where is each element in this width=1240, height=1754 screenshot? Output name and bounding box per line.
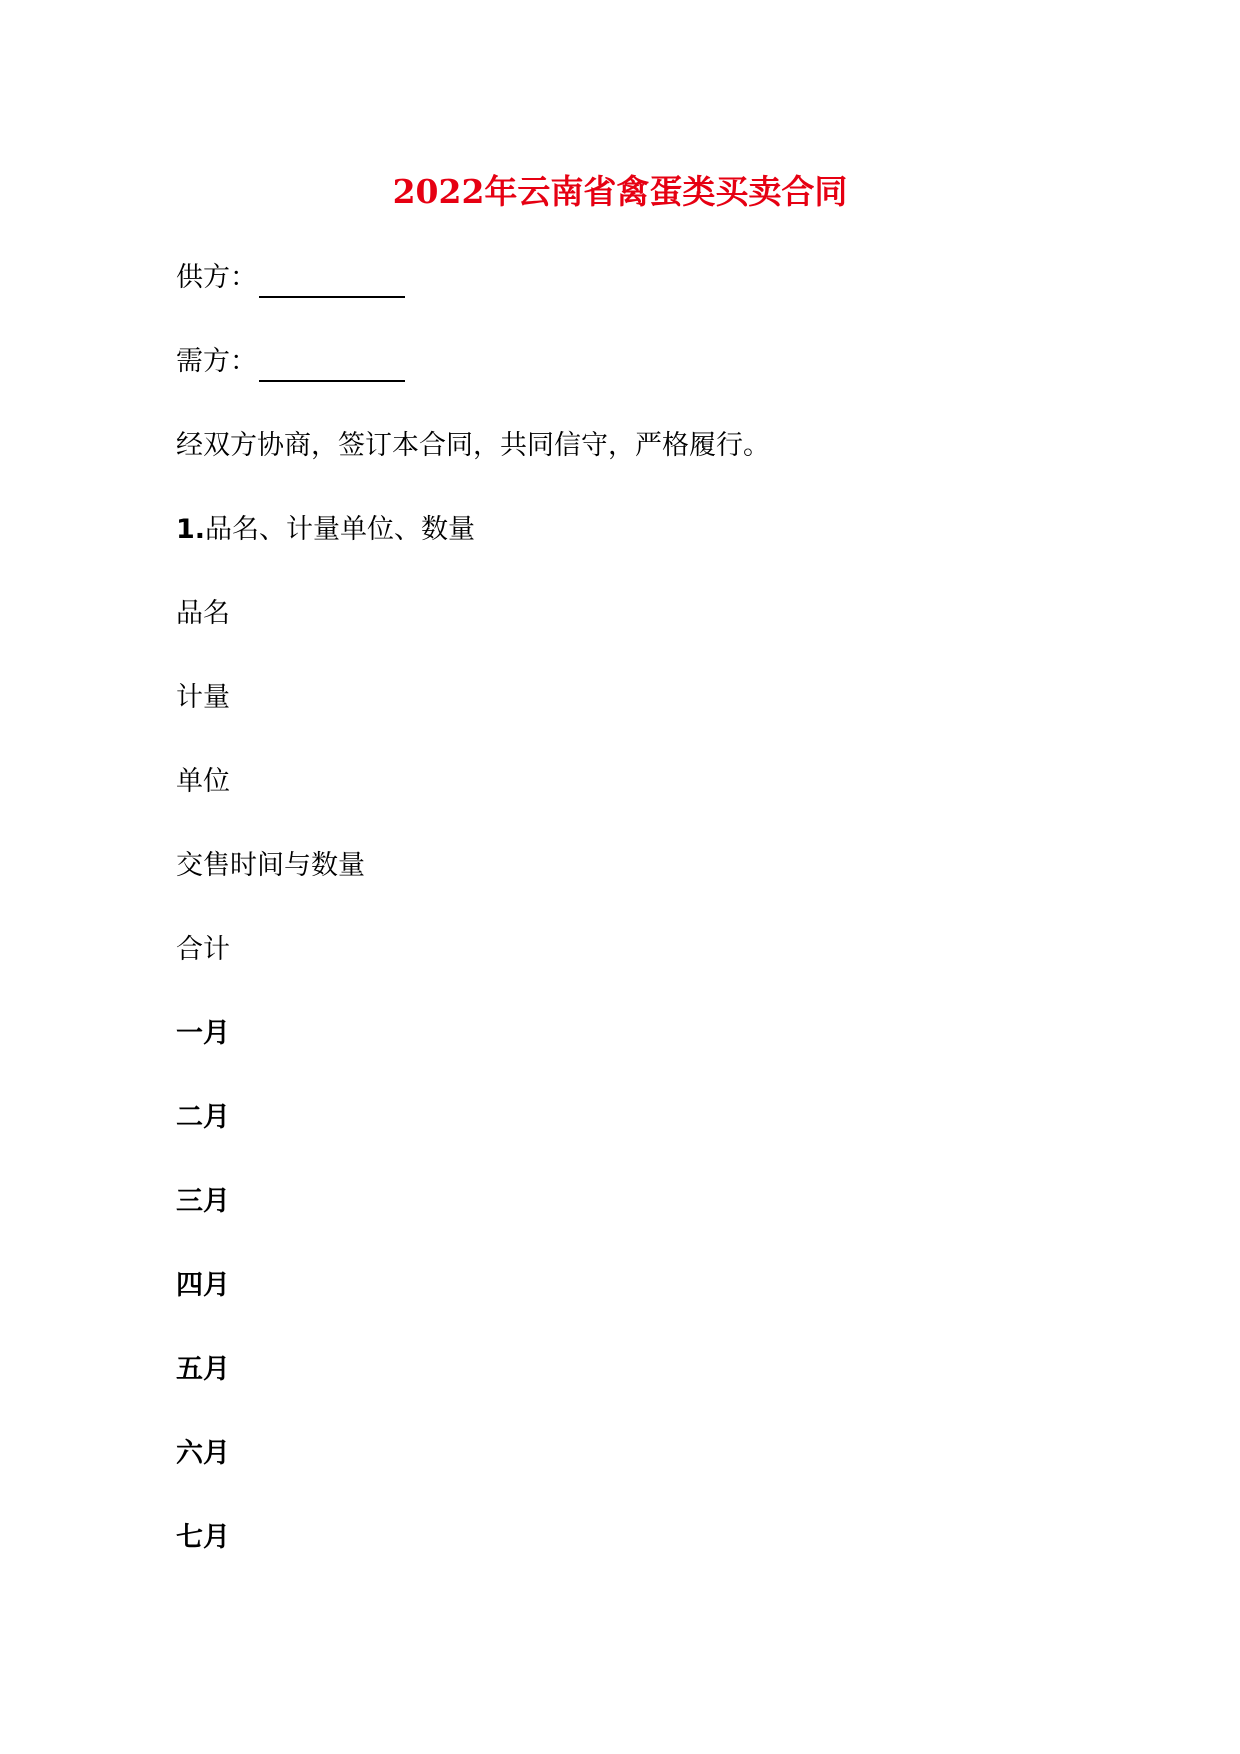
supplier-blank [259,266,405,298]
month-2: 二月 [176,1102,230,1133]
month-6: 六月 [176,1438,230,1469]
field-measure: 计量 [176,682,230,713]
month-7: 七月 [176,1522,230,1553]
month-5: 五月 [176,1354,230,1385]
month-4: 四月 [176,1270,230,1301]
month-3: 三月 [176,1186,230,1217]
field-delivery-time-quantity: 交售时间与数量 [176,850,365,881]
month-1: 一月 [176,1018,230,1049]
section-1-title: 品名、计量单位、数量 [205,514,476,545]
field-unit: 单位 [176,766,230,797]
supplier-label: 供方： [176,262,257,293]
buyer-label: 需方： [176,346,257,377]
field-total: 合计 [176,934,230,965]
section-1-heading [176,510,475,550]
buyer-blank [259,350,405,382]
supplier-line [176,258,405,298]
field-product-name: 品名 [176,598,230,629]
buyer-line [176,342,405,382]
document-title: 2022年云南省禽蛋类买卖合同 [392,172,848,211]
section-1-number: 1. [176,514,206,545]
intro-paragraph: 经双方协商，签订本合同，共同信守，严格履行。 [176,430,770,461]
